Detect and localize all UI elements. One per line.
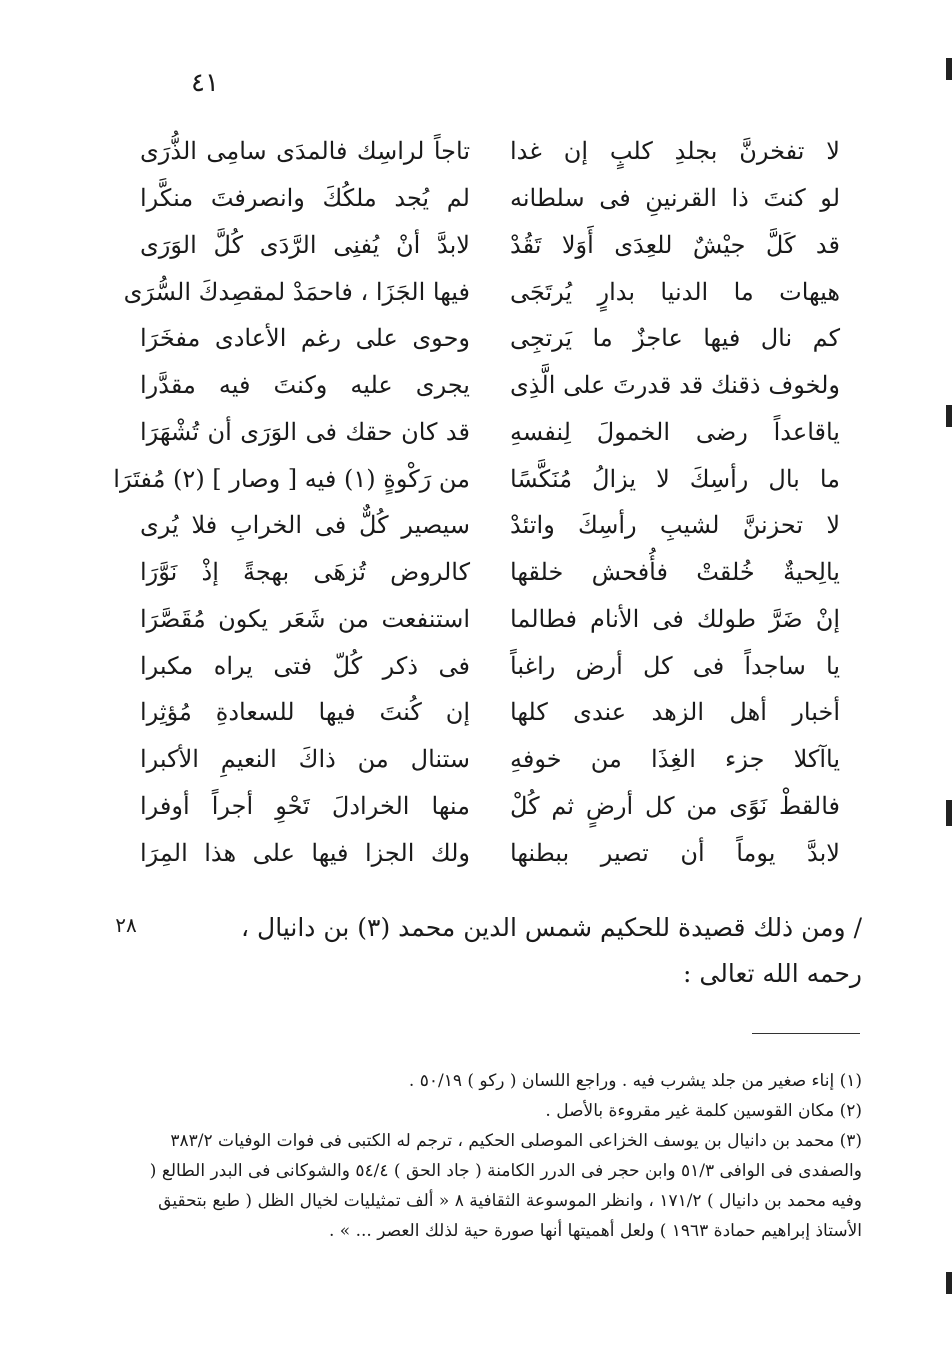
verse-second-hemistich: ولك الجزا فيها على هذا المِرَا (140, 838, 470, 867)
verse-first-hemistich: أخبار أهل الزهد عندى كلها (510, 698, 840, 727)
verse-second-hemistich: ستنال من ذاكَ النعيمِ الأكبرا (140, 745, 470, 774)
scan-edge-mark (946, 1272, 952, 1294)
verse-second-hemistich: منها الخرادلَ تَحْوِ أجراً أوفرا (140, 791, 470, 820)
verse-first-hemistich: هيهات ما الدنيا بدارٍ يُرتَجَى (510, 277, 840, 306)
footnote: (٢) مكان القوسين كلمة غير مقروءة بالأصل . (545, 1101, 862, 1121)
verse-second-hemistich: وحوى على رغم الأعادى مفخَرَا (140, 324, 470, 353)
verse-second-hemistich: فى ذكر كُلّ فتى يراه مكبرا (140, 651, 470, 680)
verse-row (140, 502, 840, 549)
verse-first-hemistich: كم نال فيها عاجزٌ ما يَرتجِى (510, 324, 840, 353)
verse-row (140, 783, 840, 830)
footnote: (٣) محمد بن دانيال بن يوسف الخزاعى الموصلى الحكيم ، ترجم له الكتبى فى فوات الوفيات ٣٨٣/٢ والصفدى فى الوافى ٥١/٣ وابن حجر فى الدرر الكامنة ( جاد الحق ) ٥٤/٤ والشوكانى فى البدر الطالع ( وفيه محمد بن دانيال ) ١٧١/٢ ، وانظر الموسوعة الثقافية ٨ « ألف تمثيليات لخيال الظل ( طبع بتحقيق الأستاذ إبراهيم حمادة ١٩٦٣ ) ولعل أهميتها أنها صورة حية لذلك العصر ... » . (149, 1131, 862, 1241)
verse-second-hemistich: لم يُجد ملكُكَ وانصرفتَ منكَّرا (140, 184, 470, 213)
verse-first-hemistich: لا تفخرنَّ بجلدِ كلبٍ إن غدا (510, 137, 840, 166)
verse-first-hemistich: إنْ ضَرَّ طولك فى الأنام فطالما (510, 604, 840, 633)
verse-first-hemistich: ولخوف ذقنك قد قدرتَ على الَّذِى (510, 371, 840, 400)
scan-edge-mark (946, 405, 952, 427)
verse-first-hemistich: ياقاعداً رضى الخمولَ لِنفسهِ (510, 417, 840, 446)
verse-second-hemistich: يجرى عليه وكنتَ فيه مقدَّرا (140, 371, 470, 400)
poem-verses (113, 128, 840, 876)
footnotes (140, 1066, 862, 1246)
verse-first-hemistich: فالقطْ نَوًى من كل أرضٍ ثم كُلْ (510, 791, 840, 820)
verse-first-hemistich: لابدَّ يوماً أن تصير ببطنها (510, 838, 840, 867)
page-number: ٤١ (191, 68, 219, 98)
verse-second-hemistich: فيها الجَزَا ، فاحمَدْ لمقصِدكَ السُّرَى (123, 277, 470, 306)
verse-row (140, 222, 840, 269)
verse-row (140, 315, 840, 362)
verse-row (140, 175, 840, 222)
verse-second-hemistich: تاجاً لراسِك فالمدَى سامِى الذُّرَى (140, 137, 470, 166)
verse-second-hemistich: إن كُنتَ فيها للسعادةِ مُؤثِرا (140, 698, 470, 727)
verse-row (140, 596, 840, 643)
verse-row (140, 549, 840, 596)
verse-first-hemistich: يا ساجداً فى كل أرض راغباً (510, 651, 840, 680)
footnote: (١) إناء صغير من جلد يشرب فيه . وراجع اللسان ( ركو ) ٥٠/١٩ . (408, 1071, 862, 1091)
verse-row (140, 362, 840, 409)
verse-row (140, 829, 840, 876)
verse-second-hemistich: لابدَّ أنْ يُفنِى الرَّدَى كُلَّ الوَرَى (140, 230, 470, 259)
verse-second-hemistich: سيصير كُلٌّ فى الخرابِ فلا يُرى (140, 511, 470, 540)
scan-edge-mark (946, 58, 952, 80)
verse-first-hemistich: لو كنتَ ذا القرنينِ فى سلطانه (510, 184, 840, 213)
verse-second-hemistich: قد كان حقك فى الوَرَى أن تُشْهَرَا (140, 417, 470, 446)
verse-second-hemistich: كالروض تُزهَى بهجةً إذْ نَوَّرَا (140, 558, 470, 587)
verse-first-hemistich: لا تحزننَّ لشيبِ رأسِكَ واتئدْ (510, 511, 840, 540)
verse-row (123, 268, 840, 315)
verse-first-hemistich: ما بال رأسِكَ لا يزالُ مُنَكَّسًا (510, 464, 840, 493)
verse-row (140, 689, 840, 736)
verse-first-hemistich: يالِحيةٌ خُلقتْ فأُفحش خلقها (510, 558, 840, 587)
verse-row (140, 128, 840, 175)
verse-first-hemistich: ياآكلا جزء الغِذَا من خوفهِ (510, 745, 840, 774)
prose-introduction: / ومن ذلك قصيدة للحكيم شمس الدين محمد (٣) بن دانيال ، رحمه الله تعالى : (241, 913, 862, 988)
verse-first-hemistich: قد كَلَّ جيْشٌ للعِدَى أَوَلا تَقُدْ (510, 230, 840, 259)
verse-row (113, 455, 840, 502)
margin-manuscript-folio: ٢٨ (115, 913, 137, 937)
verse-row (140, 736, 840, 783)
verse-second-hemistich: من رَكْوةٍ (١) فيه [ وصار ] (٢) مُفتَرَا (113, 464, 470, 493)
footnote-separator (752, 1033, 860, 1034)
verse-row (140, 642, 840, 689)
verse-row (140, 409, 840, 456)
verse-second-hemistich: استنفعت من شَعَر يكون مُقَصَّرَا (140, 604, 470, 633)
scan-edge-mark (946, 800, 952, 826)
